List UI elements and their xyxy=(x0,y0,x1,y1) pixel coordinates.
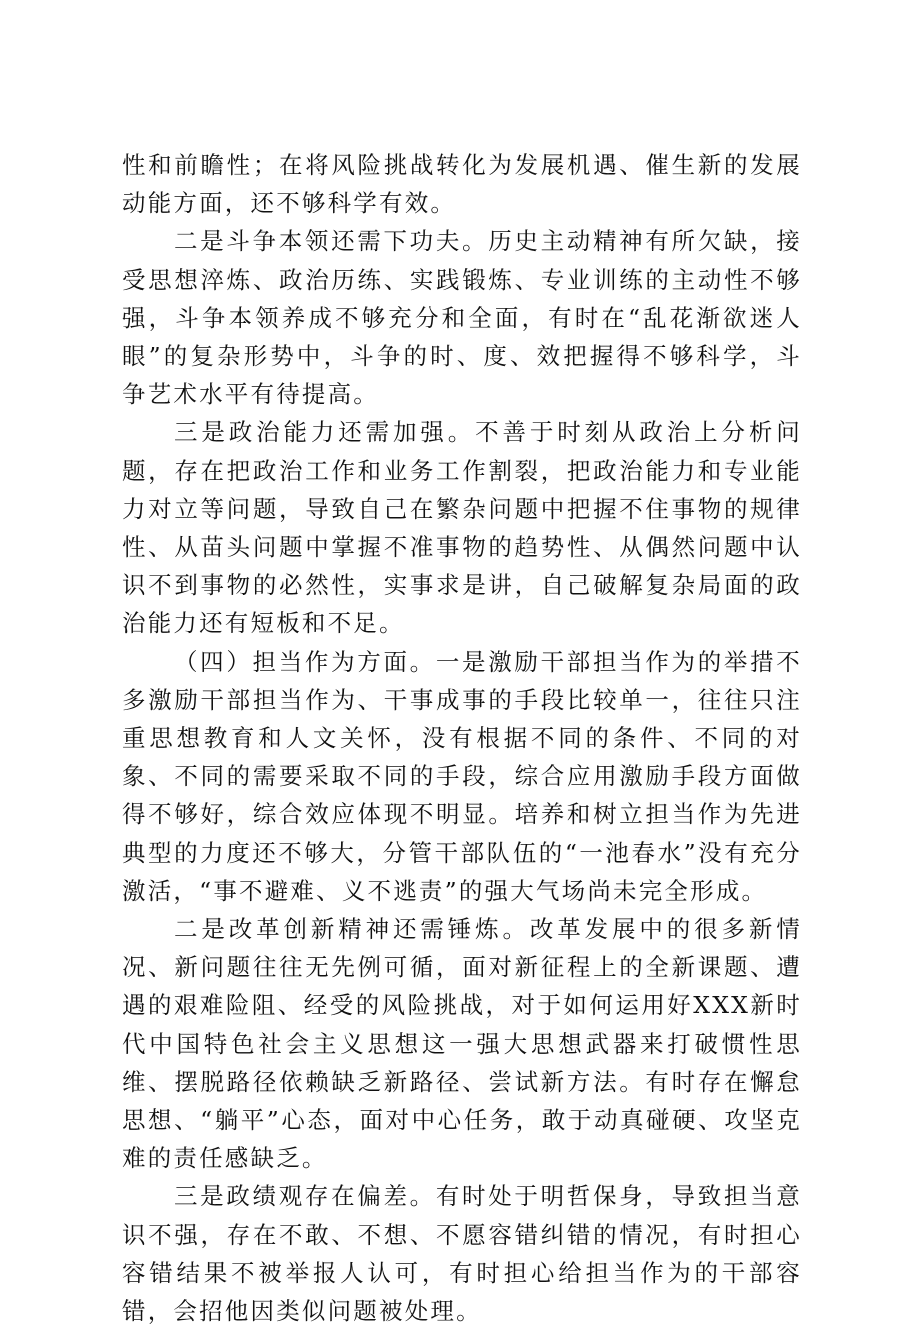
paragraph-continuation: 性和前瞻性；在将风险挑战转化为发展机遇、催生新的发展动能方面，还不够科学有效。 xyxy=(122,151,802,218)
document-body xyxy=(122,146,802,1330)
paragraph-performance-view: 三是政绩观存在偏差。有时处于明哲保身，导致担当意识不强，存在不敢、不想、不愿容错纠错的情况，有时担心容错结果不被举报人认可，有时担心给担当作为的干部容错，会招他因类似问题被处理。 xyxy=(122,1182,802,1326)
paragraph-struggle-skill: 二是斗争本领还需下功夫。历史主动精神有所欠缺，接受思想淬炼、政治历练、实践锻炼、专业训练的主动性不够强，斗争本领养成不够充分和全面，有时在“乱花渐欲迷人眼”的复杂形势中，斗争的时、度、效把握得不够科学，斗争艺术水平有待提高。 xyxy=(122,227,802,409)
paragraph-political-ability: 三是政治能力还需加强。不善于时刻从政治上分析问题，存在把政治工作和业务工作割裂，把政治能力和专业能力对立等问题，导致自己在繁杂问题中把握不住事物的规律性、从苗头问题中掌握不准事物的趋势性、从偶然问题中认识不到事物的必然性，实事求是讲，自己破解复杂局面的政治能力还有短板和不足。 xyxy=(122,418,802,638)
paragraph-reform-innovation: 二是改革创新精神还需锤炼。改革发展中的很多新情况、新问题往往无先例可循，面对新征程上的全新课题、遭遇的艰难险阻、经受的风险挑战，对于如何运用好XXX新时代中国特色社会主义思想这一强大思想武器来打破惯性思维、摆脱路径依赖缺乏新路径、尝试新方法。有时存在懈怠思想、“躺平”心态，面对中心任务，敢于动真碰硬、攻坚克难的责任感缺乏。 xyxy=(122,915,802,1173)
paragraph-section-four: （四）担当作为方面。一是激励干部担当作为的举措不多激励干部担当作为、干事成事的手段比较单一，往往只注重思想教育和人文关怀，没有根据不同的条件、不同的对象、不同的需要采取不同的手段，综合应用激励手段方面做得不够好，综合效应体现不明显。培养和树立担当作为先进典型的力度还不够大，分管干部队伍的“一池春水”没有充分激活，“事不避难、义不逃责”的强大气场尚未完全形成。 xyxy=(122,647,802,905)
